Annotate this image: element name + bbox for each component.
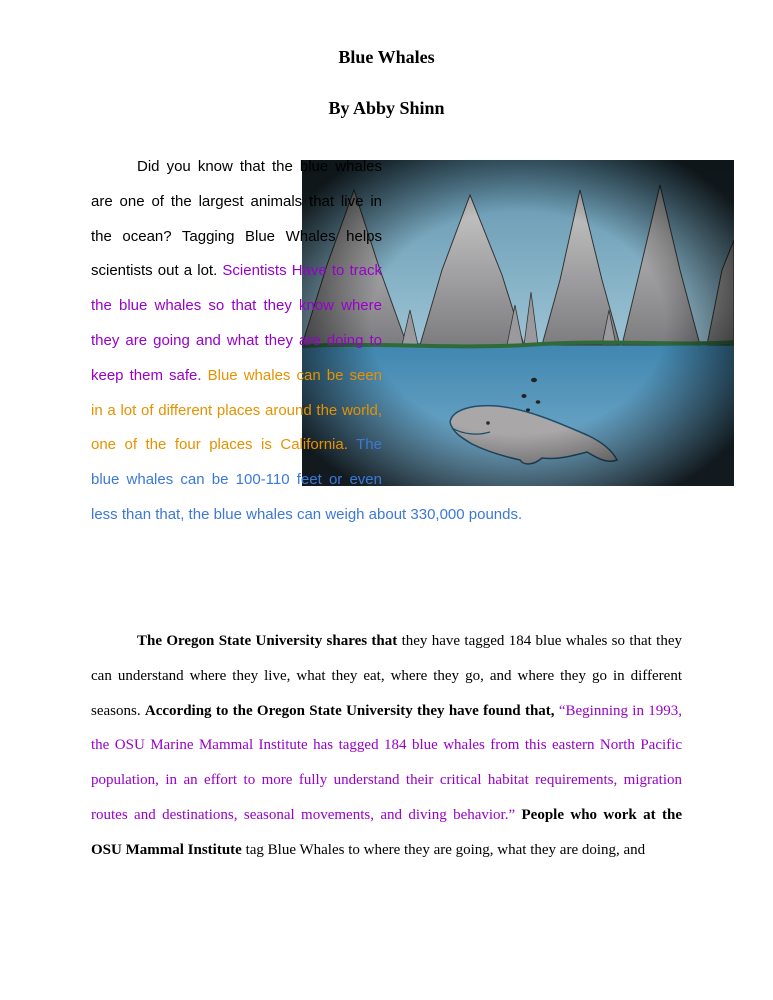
author-line: By Abby Shinn xyxy=(328,98,445,118)
image-wrap-spacer xyxy=(382,150,682,490)
intro-paragraph xyxy=(91,150,682,533)
intro-sentence-4: The blue whales can be 100-110 feet or even less than that, the blue whales can weigh about 330,000 pounds. xyxy=(91,436,523,523)
document-title: Blue Whales xyxy=(338,47,435,67)
osu-bold-2: According to the Oregon State University they have found that, xyxy=(144,702,555,719)
osu-lead-bold: The Oregon State University shares that xyxy=(137,633,398,649)
osu-bold-3: People who work at the OSU Mammal Institute xyxy=(91,806,682,858)
intro-sentence-3: Blue whales can be seen in a lot of different places around the world, one of the four places is California. xyxy=(91,366,383,454)
osu-text-1: they have tagged 184 blue whales so that they can understand where they live, what they eat, where they go, and where they go in different seasons. xyxy=(91,633,682,719)
osu-paragraph xyxy=(91,624,682,868)
osu-quote: “Beginning in 1993, the OSU Marine Mammal Institute has tagged 184 blue whales from this eastern North Pacific population, in an effort to more fully understand their critical habitat requirements, migration routes and destinations, seasonal movements, and diving behavior.” xyxy=(91,702,683,823)
intro-sentence-1: Did you know that the blue whales are one of the largest animals that live in the ocean? Tagging Blue Whales helps scientists out a lot. xyxy=(91,158,382,280)
osu-text-2: tag Blue Whales to where they are going, what they are doing, and xyxy=(241,841,646,858)
intro-sentence-2: Scientists Have to track the blue whales so that they know where they are going and what they are doing to keep them safe. xyxy=(91,262,382,384)
